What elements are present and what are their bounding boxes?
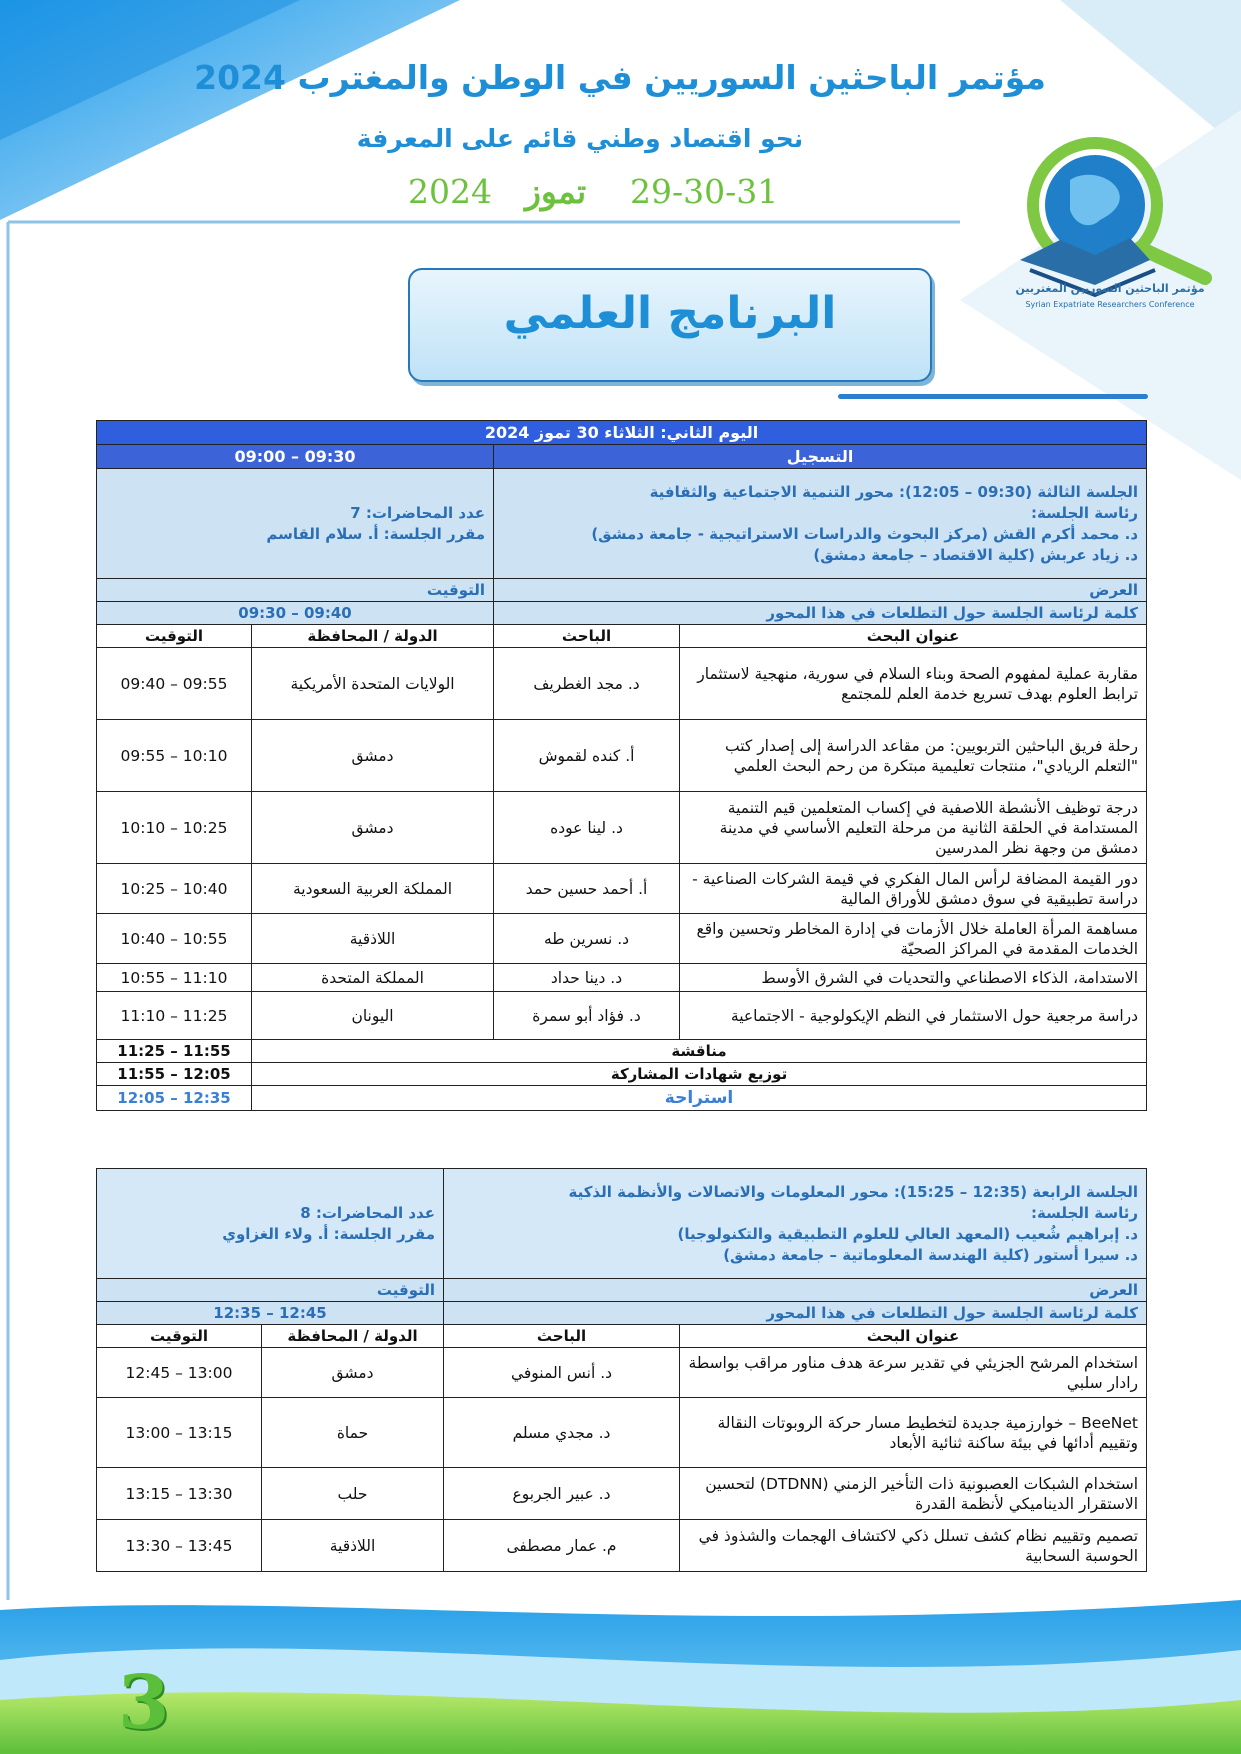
table-row (97, 648, 1147, 720)
session-chair-2: د. زياد عربش (كلية الاقتصاد – جامعة دمشق) (813, 545, 1139, 564)
presentation-label-row (97, 1279, 1147, 1302)
program-title-box (408, 268, 932, 382)
paper-title: تصميم وتقييم نظام كشف تسلل ذكي لاكتشاف الهجمات والشذوذ في الحوسبة السحابية (680, 1520, 1147, 1572)
column-header-country: الدولة / المحافظة (252, 625, 494, 648)
session-meta (97, 1169, 444, 1279)
column-header-title: عنوان البحث (680, 625, 1147, 648)
session-4-table (96, 1168, 1147, 1572)
session-3-table (96, 420, 1147, 1111)
program-title: البرنامج العلمي (503, 288, 837, 339)
opening-talk-row (97, 602, 1147, 625)
table-row (97, 1348, 1147, 1398)
conference-days: 29-30-31 (630, 172, 779, 211)
session-details (494, 469, 1147, 579)
opening-time: 09:30 – 09:40 (97, 602, 494, 625)
paper-researcher: د. عبير الجربوع (444, 1468, 680, 1520)
paper-country: اللاذقية (262, 1520, 444, 1572)
paper-researcher: د. نسرين طه (494, 914, 680, 964)
registration-label: التسجيل (494, 445, 1147, 469)
logo-caption-english: Syrian Expatriate Researchers Conference (1025, 300, 1195, 309)
timing-label: التوقيت (97, 579, 494, 602)
column-header-country: الدولة / المحافظة (262, 1325, 444, 1348)
session-heading: الجلسة الرابعة (12:35 – 15:25): محور المعلومات والاتصالات والأنظمة الذكية (568, 1182, 1139, 1201)
table-row (97, 1398, 1147, 1468)
certificates-time: 11:55 – 12:05 (97, 1063, 252, 1086)
table-row (97, 964, 1147, 992)
session-chairs-label: رئاسة الجلسة: (1030, 1203, 1139, 1222)
conference-month: تموز (525, 172, 587, 211)
conference-year: 2024 (408, 172, 492, 211)
paper-researcher: د. أنس المنوفي (444, 1348, 680, 1398)
session-heading: الجلسة الثالثة (09:30 – 12:05): محور التنمية الاجتماعية والثقافية (649, 482, 1139, 501)
session-rapporteur: مقرر الجلسة: أ. ولاء الغزاوي (222, 1224, 436, 1243)
session-info-row (97, 1169, 1147, 1279)
conference-subtitle: نحو اقتصاد وطني قائم على المعرفة (356, 124, 804, 153)
timing-label: التوقيت (97, 1279, 444, 1302)
paper-title: دور القيمة المضافة لرأس المال الفكري في قيمة الشركات الصناعية - دراسة تطبيقية في سوق دمشق للأوراق المالية (680, 864, 1147, 914)
column-header-researcher: الباحث (494, 625, 680, 648)
session-chair-2: د. سيرا أستور (كلية الهندسة المعلوماتية – جامعة دمشق) (723, 1245, 1139, 1264)
paper-researcher: أ. كنده لقموش (494, 720, 680, 792)
lectures-count: عدد المحاضرات: 8 (300, 1203, 436, 1222)
discussion-row (97, 1040, 1147, 1063)
discussion-time: 11:25 – 11:55 (97, 1040, 252, 1063)
certificates-label: توزيع شهادات المشاركة (252, 1063, 1147, 1086)
paper-title: دراسة مرجعية حول الاستثمار في النظم الإيكولوجية - الاجتماعية (680, 992, 1147, 1040)
column-header-researcher: الباحث (444, 1325, 680, 1348)
paper-country: حلب (262, 1468, 444, 1520)
session-chairs-label: رئاسة الجلسة: (1030, 503, 1139, 522)
column-header-title: عنوان البحث (680, 1325, 1147, 1348)
break-label: استراحة (252, 1086, 1147, 1111)
paper-time: 12:45 – 13:00 (97, 1348, 262, 1398)
table-row (97, 1468, 1147, 1520)
paper-time: 13:30 – 13:45 (97, 1520, 262, 1572)
table-row (97, 864, 1147, 914)
paper-title: BeeNet – خوارزمية جديدة لتخطيط مسار حركة الروبوتات النقالة وتقييم أدائها في بيئة ساكنة ثنائية الأبعاد (680, 1398, 1147, 1468)
column-header-row (97, 1325, 1147, 1348)
presentation-label: العرض (494, 579, 1147, 602)
paper-country: المملكة المتحدة (252, 964, 494, 992)
paper-title: استخدام المرشح الجزيئي في تقدير سرعة هدف مناور مراقب بواسطة رادار سلبي (680, 1348, 1147, 1398)
lectures-count: عدد المحاضرات: 7 (350, 503, 486, 522)
conference-title: مؤتمر الباحثين السوريين في الوطن والمغترب 2024 (194, 58, 1046, 97)
paper-country: اللاذقية (252, 914, 494, 964)
session-rapporteur: مقرر الجلسة: أ. سلام القاسم (266, 524, 486, 543)
break-time: 12:05 – 12:35 (97, 1086, 252, 1111)
paper-time: 10:55 – 11:10 (97, 964, 252, 992)
opening-talk: كلمة لرئاسة الجلسة حول التطلعات في هذا المحور (444, 1302, 1147, 1325)
session-chair-1: د. إبراهيم شُعيب (المعهد العالي للعلوم التطبيقية والتكنولوجيا) (677, 1224, 1139, 1243)
paper-country: دمشق (262, 1348, 444, 1398)
paper-time: 11:10 – 11:25 (97, 992, 252, 1040)
paper-researcher: م. عمار مصطفى (444, 1520, 680, 1572)
logo-caption-arabic: مؤتمر الباحثين السوريين المغتربين (1015, 282, 1205, 295)
paper-researcher: د. لينا عوده (494, 792, 680, 864)
paper-researcher: د. مجدي مسلم (444, 1398, 680, 1468)
opening-talk: كلمة لرئاسة الجلسة حول التطلعات في هذا المحور (494, 602, 1147, 625)
paper-title: رحلة فريق الباحثين التربويين: من مقاعد الدراسة إلى إصدار كتب "التعلم الريادي"، منتجات تعليمية مبتكرة من رحم البحث العلمي (680, 720, 1147, 792)
presentation-label-row (97, 579, 1147, 602)
presentation-label: العرض (444, 1279, 1147, 1302)
paper-country: المملكة العربية السعودية (252, 864, 494, 914)
opening-talk-row (97, 1302, 1147, 1325)
session-chair-1: د. محمد أكرم القش (مركز البحوث والدراسات الاستراتيجية - جامعة دمشق) (591, 524, 1139, 543)
registration-time: 09:00 – 09:30 (97, 445, 494, 469)
session-meta (97, 469, 494, 579)
break-row (97, 1086, 1147, 1111)
paper-researcher: د. مجد الغطريف (494, 648, 680, 720)
paper-time: 10:10 – 10:25 (97, 792, 252, 864)
discussion-label: مناقشة (252, 1040, 1147, 1063)
paper-title: مقاربة عملية لمفهوم الصحة وبناء السلام في سورية، منهجية لاستثمار ترابط العلوم بهدف تسريع خدمة العلم للمجتمع (680, 648, 1147, 720)
paper-country: حماة (262, 1398, 444, 1468)
column-header-time: التوقيت (97, 1325, 262, 1348)
certificates-row (97, 1063, 1147, 1086)
paper-time: 09:55 – 10:10 (97, 720, 252, 792)
paper-country: اليونان (252, 992, 494, 1040)
paper-time: 10:25 – 10:40 (97, 864, 252, 914)
day-header: اليوم الثاني: الثلاثاء 30 تموز 2024 (97, 421, 1147, 445)
table-row (97, 792, 1147, 864)
column-header-time: التوقيت (97, 625, 252, 648)
table-row (97, 992, 1147, 1040)
title-underline (838, 394, 1148, 399)
paper-time: 13:15 – 13:30 (97, 1468, 262, 1520)
page-number: 3 (118, 1660, 170, 1746)
table-row (97, 914, 1147, 964)
paper-time: 10:40 – 10:55 (97, 914, 252, 964)
table-row (97, 1520, 1147, 1572)
paper-time: 09:40 – 09:55 (97, 648, 252, 720)
paper-researcher: د. دينا حداد (494, 964, 680, 992)
paper-title: استخدام الشبكات العصبونية ذات التأخير الزمني (DTDNN) لتحسين الاستقرار الديناميكي لأنظمة القدرة (680, 1468, 1147, 1520)
paper-country: دمشق (252, 720, 494, 792)
opening-time: 12:35 – 12:45 (97, 1302, 444, 1325)
registration-row (97, 445, 1147, 469)
paper-time: 13:00 – 13:15 (97, 1398, 262, 1468)
paper-country: دمشق (252, 792, 494, 864)
paper-country: الولايات المتحدة الأمريكية (252, 648, 494, 720)
paper-title: الاستدامة، الذكاء الاصطناعي والتحديات في الشرق الأوسط (680, 964, 1147, 992)
session-info-row (97, 469, 1147, 579)
paper-title: مساهمة المرأة العاملة خلال الأزمات في إدارة المخاطر وتحسين واقع الخدمات المقدمة في المراكز الصحيّة (680, 914, 1147, 964)
paper-researcher: د. فؤاد أبو سمرة (494, 992, 680, 1040)
day-header-row (97, 421, 1147, 445)
table-row (97, 720, 1147, 792)
paper-researcher: أ. أحمد حسين حمد (494, 864, 680, 914)
paper-title: درجة توظيف الأنشطة اللاصفية في إكساب المتعلمين قيم التنمية المستدامة في الحلقة الثانية من مرحلة التعليم الأساسي في مدينة دمشق من وجهة نظر المدرسين (680, 792, 1147, 864)
column-header-row (97, 625, 1147, 648)
session-details (444, 1169, 1147, 1279)
